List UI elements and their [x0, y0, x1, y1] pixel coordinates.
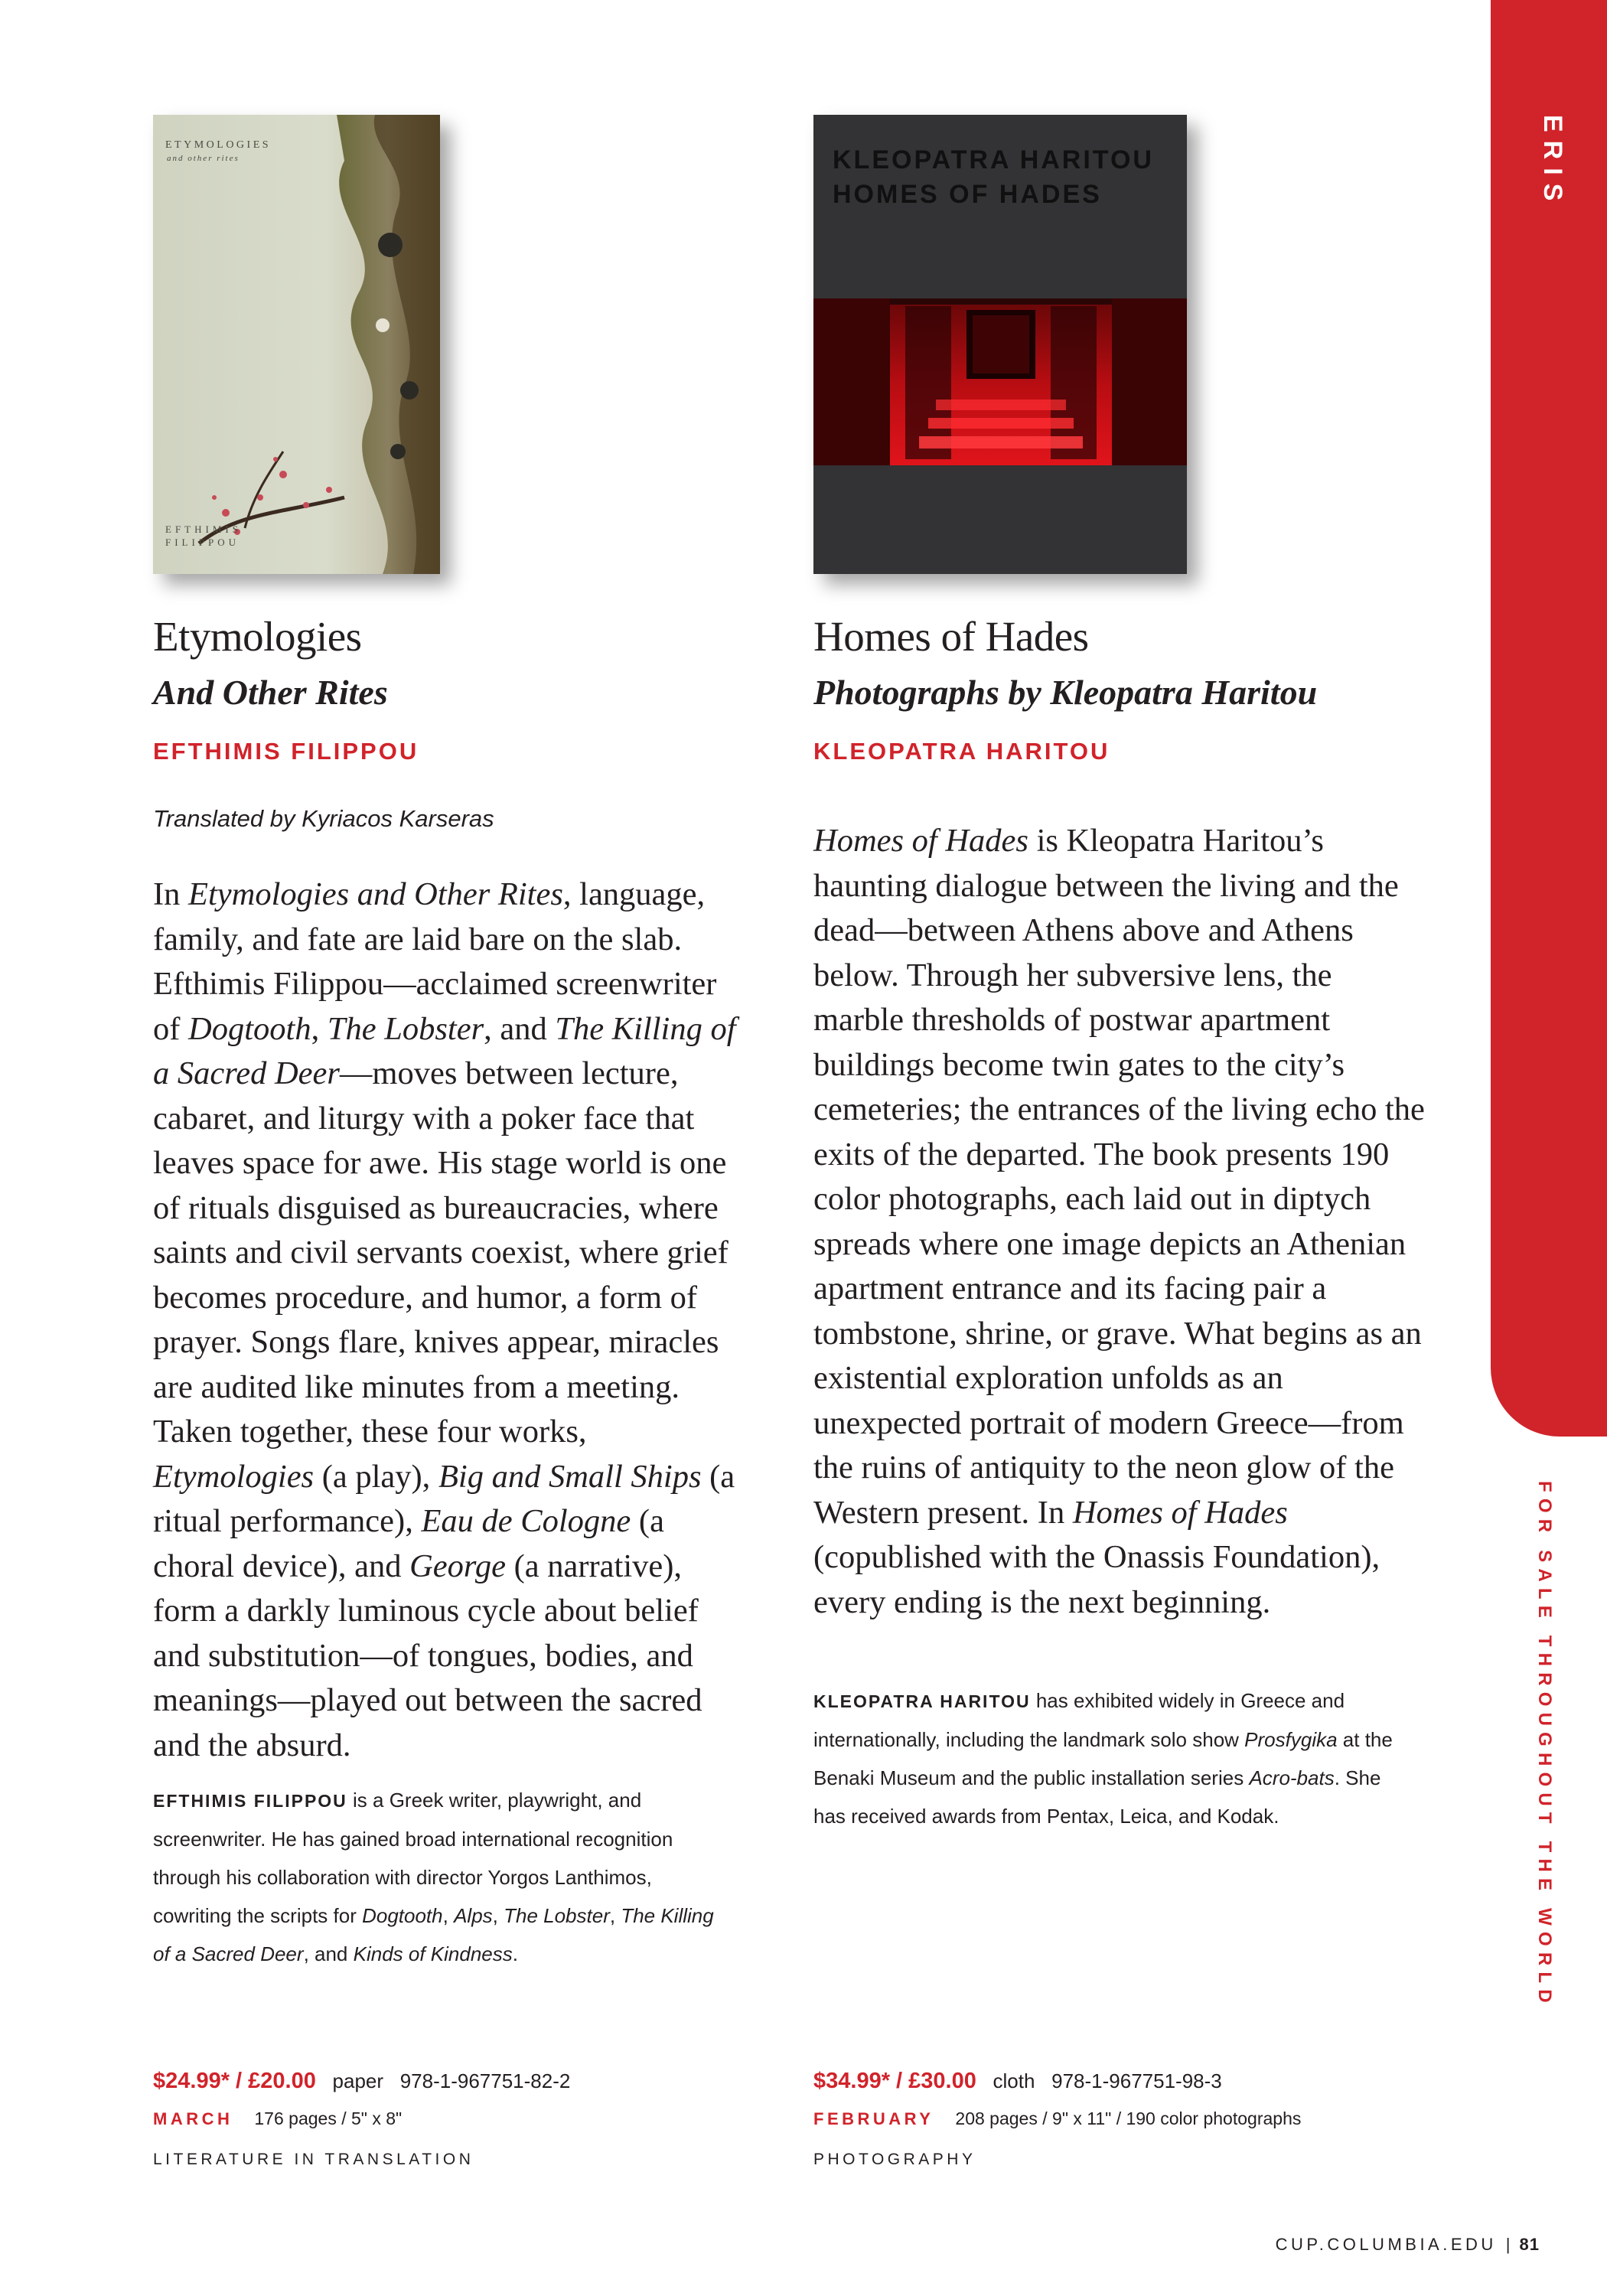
author-bio: KLEOPATRA HARITOU has exhibited widely in Greece and internationally, including the landmark solo show Prosfygika at the Benaki Museum and the public installation series Acro-bats. She has received awards from Pentax, Leica, and Kodak. — [813, 1689, 1393, 1828]
book-title: Homes of Hades — [813, 613, 1089, 660]
book-title: Etymologies — [153, 613, 362, 660]
footer-url[interactable]: CUP.COLUMBIA.EDU — [1275, 2235, 1497, 2254]
specs: 176 pages / 5" x 8" — [254, 2108, 403, 2128]
book-translator: Translated by Kyriacos Karseras — [153, 805, 494, 832]
category: PHOTOGRAPHY — [813, 2151, 976, 2168]
price: $34.99* / £30.00 — [813, 2069, 976, 2093]
format: cloth — [993, 2069, 1035, 2092]
book-subtitle: And Other Rites — [153, 673, 388, 712]
category: LITERATURE IN TRANSLATION — [153, 2151, 474, 2168]
svg-text:KLEOPATRA HARITOU: KLEOPATRA HARITOU — [833, 145, 1154, 174]
book-author: KLEOPATRA HARITOU — [813, 738, 1110, 765]
isbn: 978-1-967751-82-2 — [399, 2069, 571, 2092]
book-description: In Etymologies and Other Rites, language, family, and fate are laid bare on the slab. Efthimis Filippou—acclaimed screenwriter of Dogtooth, The Lobster, and The Killing of a Sacred Deer—moves between lecture, cabaret, and liturgy with a poker face that leaves space for awe. His stage world is one of rituals disguised as bureaucracies, where saints and civil servants coexist, where grief becomes procedure, and humor, a form of prayer. Songs flare, knives appear, miracles are audited like minutes from a meeting. Taken together, these four works, Etymologies (a play), Big and Small Ships (a ritual performance), Eau de Cologne (a choral device), and George (a narrative), form a darkly luminous cycle about belief and substitution—of tongues, bodies, and meanings—played out between the sacred and the absurd. — [153, 876, 736, 1763]
price-line — [153, 2069, 570, 2094]
section-tab-label: ERIS — [1538, 115, 1567, 210]
footer — [1276, 2235, 1540, 2255]
svg-text:ETYMOLOGIES: ETYMOLOGIES — [165, 139, 272, 151]
book-author: EFTHIMIS FILIPPOU — [153, 738, 419, 765]
book-cover-homes-of-hades[interactable] — [813, 115, 1187, 574]
pub-month: MARCH — [153, 2109, 233, 2128]
cover-art-etymologies — [153, 115, 440, 574]
section-tab — [1491, 0, 1607, 1437]
book-subtitle: Photographs by Kleopatra Haritou — [813, 673, 1318, 712]
book-cover-etymologies[interactable] — [153, 115, 440, 574]
pub-month: FEBRUARY — [813, 2109, 934, 2128]
svg-text:FILIPPOU: FILIPPOU — [165, 536, 240, 548]
page-number: 81 — [1519, 2235, 1540, 2254]
footer-separator: | — [1505, 2235, 1511, 2254]
price-line — [813, 2069, 1222, 2094]
side-label: FOR SALE THROUGHOUT THE WORLD — [1534, 1481, 1555, 2009]
svg-text:HOMES OF HADES: HOMES OF HADES — [833, 180, 1102, 209]
author-bio: EFTHIMIS FILIPPOU is a Greek writer, playwright, and screenwriter. He has gained broad international recognition through his collaboration with director Yorgos Lanthimos, cowriting the scripts for Dogtooth, Alps, The Lobster, The Killing of a Sacred Deer, and Kinds of Kindness. — [153, 1789, 714, 1965]
format: paper — [332, 2069, 384, 2092]
cover-art-homes-of-hades — [813, 115, 1187, 574]
svg-text:and other rites: and other rites — [167, 154, 240, 163]
price: $24.99* / £20.00 — [153, 2069, 316, 2093]
specs: 208 pages / 9" x 11" / 190 color photographs — [955, 2108, 1302, 2128]
isbn: 978-1-967751-98-3 — [1051, 2069, 1222, 2092]
book-description: Homes of Hades is Kleopatra Haritou’s haunting dialogue between the living and the dead—between Athens above and Athens below. Through her subversive lens, the marble thresholds of postwar apartment buildings become twin gates to the city’s cemeteries; the entrances of the living echo the exits of the departed. The book presents 190 color photographs, each laid out in diptych spreads where one image depicts an Athenian apartment entrance and its facing pair a tombstone, shrine, or grave. What begins as an existential exploration unfolds as an unexpected portrait of modern Greece—from the ruins of antiquity to the neon glow of the Western present. In Homes of Hades (copublished with the Onassis Foundation), every ending is the next beginning. — [813, 823, 1425, 1620]
pub-line — [813, 2108, 1301, 2129]
pub-line — [153, 2108, 402, 2129]
svg-text:EFTHIMIS: EFTHIMIS — [165, 523, 242, 535]
